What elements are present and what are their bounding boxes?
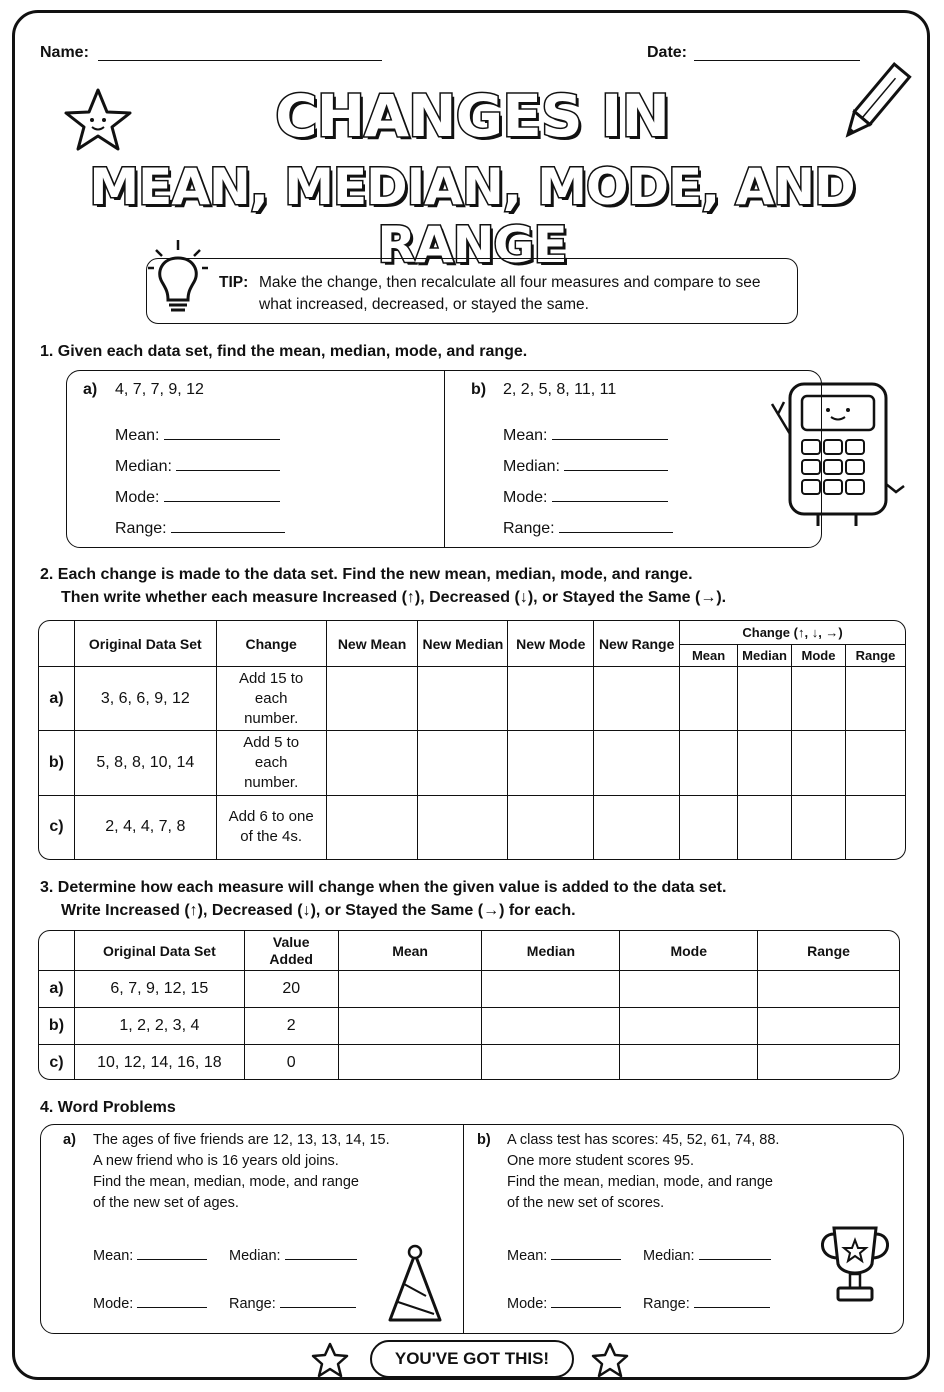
q1a-median-field[interactable]: Median:	[115, 456, 280, 476]
q3-prompt-2: Write Increased (↑), Decreased (↓), or Stayed the Same (→) for each.	[61, 902, 576, 919]
q3-header-mean: Mean	[338, 931, 482, 971]
q1b-label: b)	[471, 381, 487, 398]
table-row: b) 5, 8, 8, 10, 14 Add 5 to each number.	[39, 731, 906, 795]
answer-cell[interactable]	[508, 795, 594, 859]
answer-cell[interactable]	[792, 795, 846, 859]
q4b-median-field[interactable]: Median:	[643, 1245, 771, 1264]
answer-cell[interactable]	[620, 971, 758, 1008]
answer-cell[interactable]	[338, 971, 482, 1008]
answer-cell[interactable]	[792, 731, 846, 795]
q4a-text: The ages of five friends are 12, 13, 13, 14, 15. A new friend who is 16 years old joins. Find the mean, median, mode, and range of the new set of ages.	[93, 1132, 390, 1211]
answer-cell[interactable]	[792, 667, 846, 731]
q1b-range-field[interactable]: Range:	[503, 518, 673, 538]
name-label: Name:	[40, 44, 89, 61]
tip-text: Make the change, then recalculate all four measures and compare to see what increased, decreased, or stayed the same.	[259, 274, 761, 313]
q4-title: 4. Word Problems	[40, 1099, 176, 1116]
q2-header-new-mean: New Mean	[326, 621, 418, 667]
q2-table	[38, 620, 906, 860]
title-line-2: MEAN, MEDIAN, MODE, AND RANGE	[89, 158, 855, 274]
q3-prompt-1: 3. Determine how each measure will change when the given value is added to the data set.	[40, 879, 727, 896]
answer-cell[interactable]	[418, 795, 508, 859]
q4a-median-field[interactable]: Median:	[229, 1245, 357, 1264]
q3-header-mode: Mode	[620, 931, 758, 971]
answer-cell[interactable]	[738, 731, 792, 795]
date-field[interactable]	[694, 60, 860, 61]
q1-box	[66, 370, 822, 548]
q2-prompt-1: 2. Each change is made to the data set. Find the new mean, median, mode, and range.	[40, 566, 693, 583]
party-hat-icon	[380, 1244, 450, 1324]
q4-box	[40, 1124, 904, 1334]
answer-cell[interactable]	[620, 1008, 758, 1045]
star-icon	[592, 1342, 632, 1378]
q4a-mean-field[interactable]: Mean:	[93, 1245, 207, 1264]
q4b-text: A class test has scores: 45, 52, 61, 74, 88. One more student scores 95. Find the mean, median, mode, and range of the new set of scores.	[507, 1132, 780, 1211]
answer-cell[interactable]	[620, 1045, 758, 1081]
pencil-icon	[838, 60, 908, 150]
answer-cell[interactable]	[845, 731, 905, 795]
star-icon	[60, 82, 140, 152]
q4b-mean-field[interactable]: Mean:	[507, 1245, 621, 1264]
q4a-range-field[interactable]: Range:	[229, 1293, 356, 1312]
answer-cell[interactable]	[482, 1045, 620, 1081]
answer-cell[interactable]	[758, 1045, 900, 1081]
answer-cell[interactable]	[738, 795, 792, 859]
answer-cell[interactable]	[594, 795, 680, 859]
table-row: b) 1, 2, 2, 3, 4 2	[39, 1008, 900, 1045]
table-row: c) 10, 12, 14, 16, 18 0	[39, 1045, 900, 1081]
q4b-range-field[interactable]: Range:	[643, 1293, 770, 1312]
q4a-mode-field[interactable]: Mode:	[93, 1293, 207, 1312]
star-icon	[312, 1342, 352, 1378]
q2-header-change-arrows: Change (↑, ↓, →)	[680, 621, 906, 645]
footer-badge: YOU'VE GOT THIS!	[370, 1340, 574, 1378]
answer-cell[interactable]	[338, 1008, 482, 1045]
answer-cell[interactable]	[594, 667, 680, 731]
answer-cell[interactable]	[508, 667, 594, 731]
title-line-1: CHANGES IN	[275, 82, 669, 150]
answer-cell[interactable]	[594, 731, 680, 795]
answer-cell[interactable]	[482, 1008, 620, 1045]
answer-cell[interactable]	[508, 731, 594, 795]
q3-table-frame	[38, 930, 900, 1080]
q2-header-new-mode: New Mode	[508, 621, 594, 667]
q1a-mean-field[interactable]: Mean:	[115, 425, 280, 445]
q1b-mode-field[interactable]: Mode:	[503, 487, 668, 507]
q2-header-change: Change	[216, 621, 326, 667]
answer-cell[interactable]	[482, 971, 620, 1008]
q2-header-original: Original Data Set	[74, 621, 216, 667]
q3-header-value: Value Added	[244, 931, 338, 971]
answer-cell[interactable]	[326, 795, 418, 859]
date-label: Date:	[647, 44, 688, 61]
answer-cell[interactable]	[418, 731, 508, 795]
q2-sub-mean: Mean	[680, 645, 738, 667]
q2-sub-median: Median	[738, 645, 792, 667]
q1a-label: a)	[83, 381, 98, 398]
trophy-icon	[810, 1214, 900, 1314]
answer-cell[interactable]	[680, 667, 738, 731]
q1b-median-field[interactable]: Median:	[503, 456, 668, 476]
table-row: a) 6, 7, 9, 12, 15 20	[39, 971, 900, 1008]
q3-header-range: Range	[758, 931, 900, 971]
q4b-label: b)	[477, 1132, 491, 1148]
answer-cell[interactable]	[680, 795, 738, 859]
answer-cell[interactable]	[845, 667, 905, 731]
answer-cell[interactable]	[326, 731, 418, 795]
q3-table	[38, 930, 900, 1080]
q2-header-new-range: New Range	[594, 621, 680, 667]
tip-label: TIP:	[219, 274, 249, 291]
q4b-mode-field[interactable]: Mode:	[507, 1293, 621, 1312]
q1b-mean-field[interactable]: Mean:	[503, 425, 668, 445]
q1-prompt: 1. Given each data set, find the mean, median, mode, and range.	[40, 343, 528, 360]
answer-cell[interactable]	[418, 667, 508, 731]
q4a-label: a)	[63, 1132, 76, 1148]
answer-cell[interactable]	[758, 1008, 900, 1045]
answer-cell[interactable]	[758, 971, 900, 1008]
q2-header-new-median: New Median	[418, 621, 508, 667]
q1a-data: 4, 7, 7, 9, 12	[115, 381, 204, 398]
q1b-data: 2, 2, 5, 8, 11, 11	[503, 381, 617, 398]
answer-cell[interactable]	[326, 667, 418, 731]
q3-header-original: Original Data Set	[74, 931, 244, 971]
name-field[interactable]	[98, 60, 382, 61]
q1a-mode-field[interactable]: Mode:	[115, 487, 280, 507]
answer-cell[interactable]	[738, 667, 792, 731]
tip-box	[146, 258, 798, 324]
table-row: c) 2, 4, 4, 7, 8 Add 6 to one of the 4s.	[39, 795, 906, 859]
q1a-range-field[interactable]: Range:	[115, 518, 285, 538]
answer-cell[interactable]	[680, 731, 738, 795]
table-row: a) 3, 6, 6, 9, 12 Add 15 to each number.	[39, 667, 906, 731]
q2-prompt-2: Then write whether each measure Increased (↑), Decreased (↓), or Stayed the Same (→).	[61, 589, 727, 606]
answer-cell[interactable]	[845, 795, 905, 859]
q2-sub-range: Range	[845, 645, 905, 667]
q2-table-frame	[38, 620, 906, 860]
answer-cell[interactable]	[338, 1045, 482, 1081]
q3-header-median: Median	[482, 931, 620, 971]
q2-sub-mode: Mode	[792, 645, 846, 667]
